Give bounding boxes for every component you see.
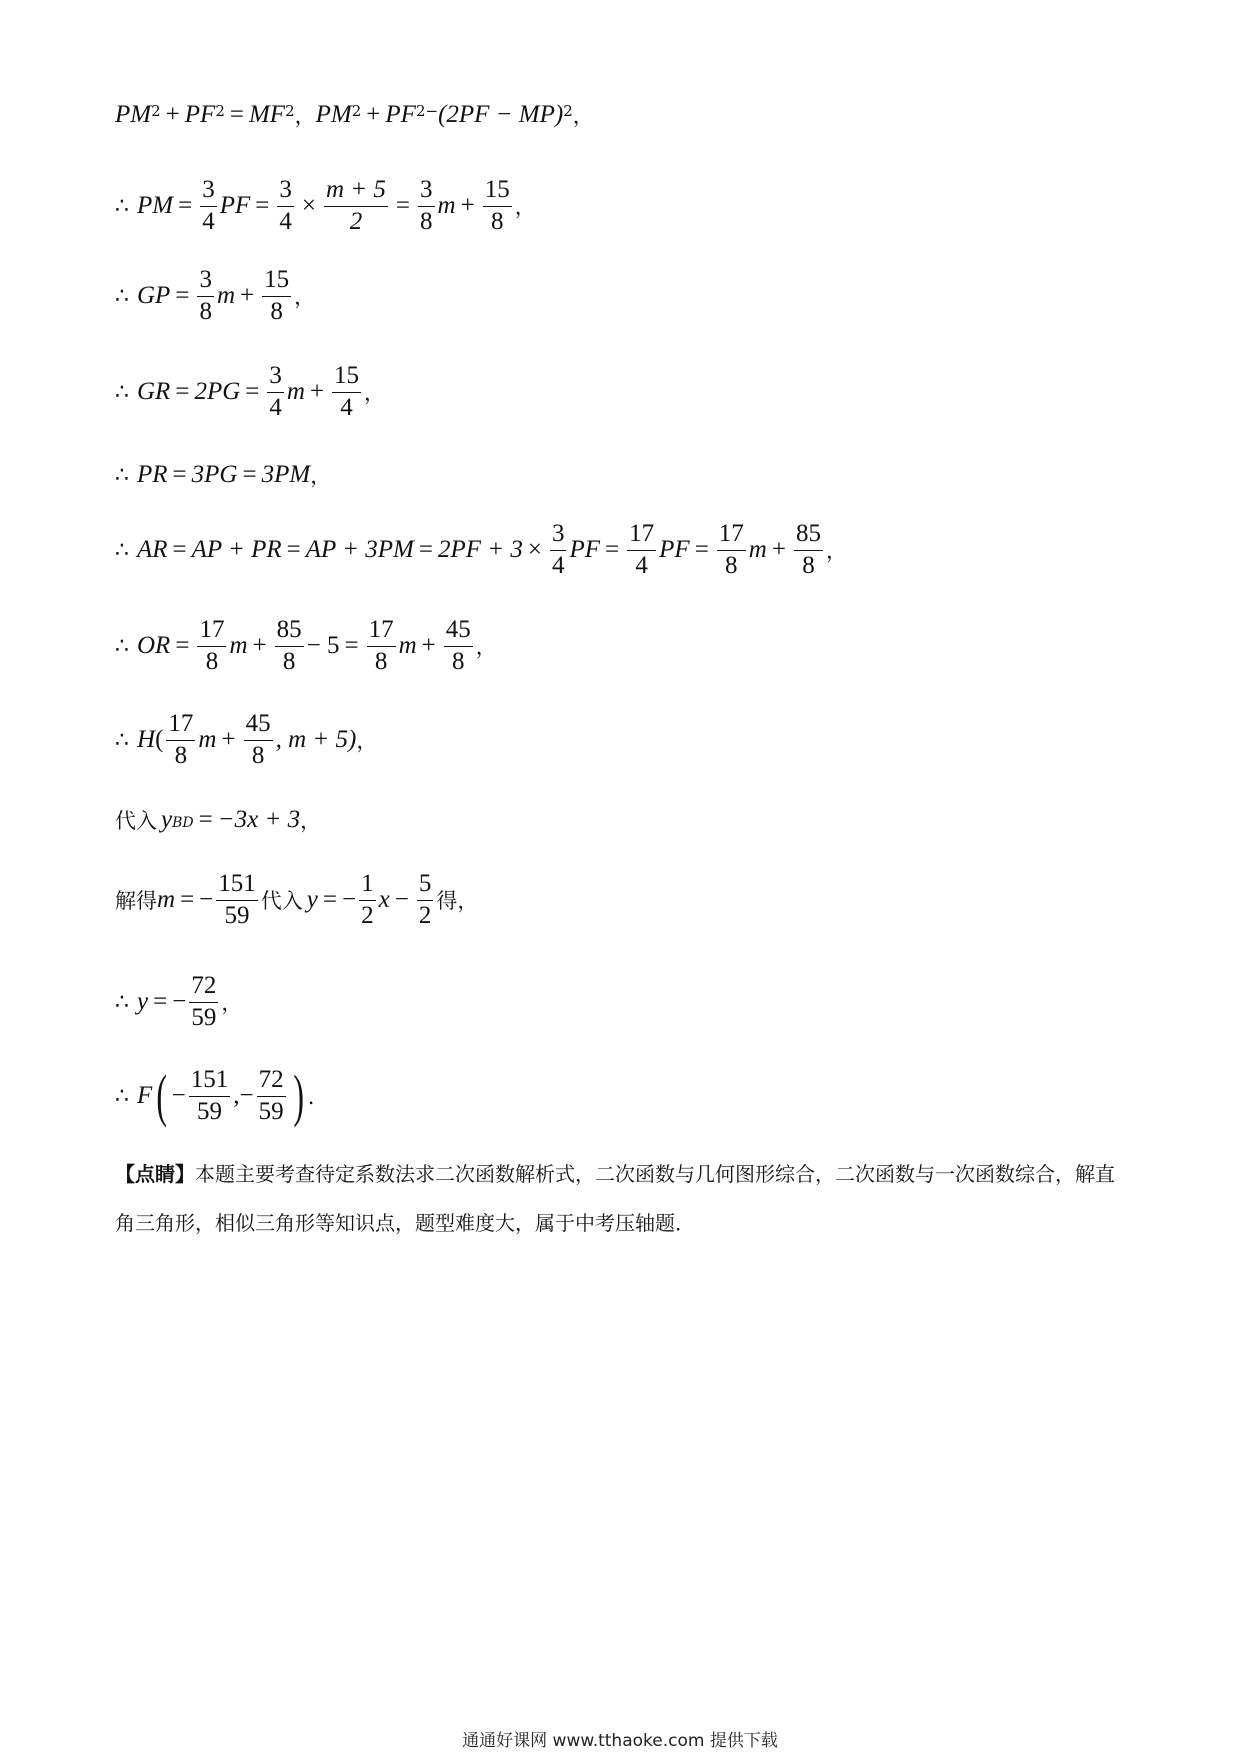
term: GR	[137, 378, 171, 406]
fraction	[244, 710, 273, 771]
therefore-symbol: ∴	[115, 462, 129, 488]
term: m	[157, 886, 176, 914]
term: MF	[248, 101, 286, 128]
term: m	[398, 632, 417, 660]
therefore-symbol: ∴	[115, 379, 129, 405]
term: AP + PR	[191, 536, 282, 564]
term: PM	[137, 192, 174, 220]
denominator: 8	[374, 647, 388, 675]
paren: (	[155, 726, 164, 754]
equation-line-11	[115, 972, 242, 1033]
operator: −	[342, 886, 357, 914]
text: 得，	[436, 889, 479, 914]
operator: =	[694, 536, 709, 564]
term: y	[306, 886, 318, 914]
term: PF	[659, 536, 690, 564]
operator: +	[460, 192, 475, 220]
term: m	[748, 536, 767, 564]
therefore-symbol: ∴	[115, 633, 129, 659]
equation-line-2	[115, 176, 536, 237]
exponent: 2	[151, 102, 161, 120]
equation-line-3	[115, 266, 315, 327]
denominator: 4	[635, 551, 648, 579]
denominator: 2	[418, 901, 432, 929]
therefore-symbol: ∴	[115, 1083, 129, 1109]
fraction	[267, 362, 284, 423]
term: H	[137, 726, 156, 754]
fraction	[257, 1066, 286, 1127]
operator: =	[175, 632, 190, 660]
text: 代入	[260, 889, 303, 914]
operator: −	[172, 988, 187, 1016]
fraction	[627, 520, 656, 581]
text: 解得	[115, 889, 157, 914]
remark-text: 本题主要考查待定系数法求二次函数解析式，二次函数与几何图形综合，二次函数与一次函数综合，解直角三角形，相似三角形等知识点，题型难度大，属于中考压轴题．	[115, 1162, 1115, 1235]
numerator: 3	[197, 266, 214, 297]
operator: =	[605, 536, 620, 564]
term: GP	[137, 282, 171, 310]
denominator: 4	[340, 393, 353, 421]
term: m	[216, 282, 235, 310]
term: 3PM	[261, 461, 311, 488]
numerator: 17	[197, 616, 226, 647]
exponent: 2	[563, 102, 573, 120]
numerator: 72	[189, 972, 218, 1003]
operator: −	[394, 886, 409, 914]
remark-paragraph	[115, 1150, 1115, 1248]
term: PM	[115, 101, 152, 128]
operator: =	[255, 192, 270, 220]
numerator: 151	[216, 870, 258, 901]
numerator: 3	[418, 176, 435, 207]
punctuation: ，	[825, 539, 847, 564]
term: (2PF − MP)	[438, 101, 564, 128]
denominator: 8	[802, 551, 815, 579]
term: x	[378, 886, 390, 914]
numerator: 72	[257, 1066, 286, 1097]
operator: −	[199, 886, 214, 914]
term: PR	[137, 461, 168, 488]
equation-line-1	[115, 100, 594, 130]
denominator: 2	[349, 207, 363, 235]
operator: =	[242, 461, 257, 488]
fraction	[332, 362, 361, 423]
denominator: 8	[174, 741, 188, 769]
term: OR	[137, 632, 171, 660]
term: m	[286, 378, 305, 406]
operator: =	[344, 632, 359, 660]
numerator: 3	[550, 520, 567, 551]
exponent: 2	[215, 102, 225, 120]
denominator: 8	[420, 207, 433, 235]
numerator: m + 5	[324, 176, 388, 207]
term: 3PG	[191, 461, 238, 488]
fraction	[197, 616, 226, 677]
numerator: 15	[262, 266, 291, 297]
text: 代入	[115, 809, 157, 833]
punctuation: ，	[221, 991, 243, 1016]
fraction	[717, 520, 746, 581]
subscript: BD	[172, 815, 194, 831]
exponent: 2	[285, 102, 295, 120]
denominator: 59	[224, 901, 250, 929]
fraction	[197, 266, 214, 327]
term: 2PF + 3	[437, 536, 523, 564]
operator: =	[153, 988, 168, 1016]
numerator: 15	[332, 362, 361, 393]
term: 2PG	[194, 378, 241, 406]
operator: +	[366, 101, 381, 128]
fraction	[262, 266, 291, 327]
term: m	[437, 192, 456, 220]
term: PF	[385, 101, 416, 128]
fraction	[550, 520, 567, 581]
operator: +	[771, 536, 786, 564]
operator: +	[240, 282, 255, 310]
denominator: 8	[199, 297, 212, 325]
denominator: 4	[279, 207, 292, 235]
punctuation: ，	[514, 195, 536, 220]
right-paren: )	[292, 1063, 304, 1129]
punctuation: ，	[294, 285, 316, 310]
punctuation: ．	[307, 1085, 329, 1110]
numerator: 17	[627, 520, 656, 551]
therefore-symbol: ∴	[115, 283, 129, 309]
separator: ，	[294, 104, 316, 128]
operator: =	[418, 536, 433, 564]
therefore-symbol: ∴	[115, 989, 129, 1015]
fraction	[417, 870, 434, 931]
denominator: 8	[205, 647, 219, 675]
operator: +	[252, 632, 267, 660]
page-footer: 通通好课网 www.tthaoke.com 提供下载	[462, 1731, 778, 1751]
numerator: 1	[359, 870, 376, 901]
fraction	[200, 176, 217, 237]
equation-line-5	[115, 460, 331, 490]
operator: =	[172, 461, 187, 488]
operator: +	[309, 378, 325, 406]
term: AR	[137, 536, 168, 564]
numerator: 5	[417, 870, 434, 901]
fraction	[277, 176, 294, 237]
numerator: 15	[483, 176, 512, 207]
fraction	[216, 870, 258, 931]
operator: =	[175, 282, 190, 310]
exponent: 2	[415, 102, 426, 120]
fraction	[166, 710, 195, 771]
denominator: 4	[202, 207, 215, 235]
therefore-symbol: ∴	[115, 193, 129, 219]
equation-line-7	[115, 616, 497, 677]
denominator: 8	[490, 207, 504, 235]
denominator: 4	[269, 393, 282, 421]
numerator: 3	[200, 176, 217, 207]
equation-line-4	[115, 362, 385, 423]
therefore-symbol: ∴	[115, 537, 129, 563]
operator: =	[178, 192, 193, 220]
numerator: 151	[189, 1066, 231, 1097]
operator: +	[221, 726, 236, 754]
fraction	[444, 616, 473, 677]
operator: =	[322, 886, 337, 914]
term: , m + 5)	[275, 726, 357, 754]
operator: =	[180, 886, 195, 914]
numerator: 3	[267, 362, 284, 393]
equation-line-10	[115, 870, 478, 931]
numerator: 45	[244, 710, 273, 741]
term: y	[137, 988, 149, 1016]
term: PF	[184, 101, 216, 128]
term: − 5	[306, 632, 340, 660]
denominator: 59	[191, 1003, 217, 1031]
term: −3x + 3	[217, 806, 301, 833]
operator: +	[421, 632, 436, 660]
operator: −	[239, 1082, 254, 1110]
therefore-symbol: ∴	[115, 727, 129, 753]
left-paren: (	[156, 1063, 168, 1129]
operator: −	[171, 1082, 186, 1110]
operator: ×	[527, 536, 542, 564]
numerator: 3	[277, 176, 294, 207]
term: y	[161, 806, 173, 833]
denominator: 2	[361, 901, 374, 929]
numerator: 17	[166, 710, 195, 741]
operator: =	[229, 101, 244, 128]
equation-line-12	[115, 1063, 329, 1129]
denominator: 8	[282, 647, 296, 675]
term: PF	[219, 192, 251, 220]
term: PF	[569, 536, 601, 564]
operator: =	[395, 192, 411, 220]
term: m	[229, 632, 248, 660]
comma: ,	[233, 1082, 240, 1110]
operator: =	[175, 378, 190, 406]
term: F	[137, 1082, 153, 1110]
fraction	[794, 520, 823, 581]
term: m	[198, 726, 217, 754]
fraction	[359, 870, 376, 931]
term: AP + 3PM	[305, 536, 414, 564]
fraction	[483, 176, 512, 237]
fraction	[189, 1066, 231, 1127]
denominator: 4	[551, 551, 565, 579]
numerator: 85	[275, 616, 304, 647]
operator: =	[198, 806, 213, 833]
denominator: 8	[251, 741, 265, 769]
exponent: 2	[351, 102, 362, 120]
equation-line-9	[115, 805, 321, 835]
operator: +	[165, 101, 180, 128]
fraction	[418, 176, 435, 237]
fraction	[275, 616, 304, 677]
punctuation: ，	[475, 635, 497, 660]
denominator: 59	[196, 1097, 222, 1125]
operator: =	[245, 378, 260, 406]
punctuation: ，	[300, 809, 322, 833]
numerator: 17	[367, 616, 396, 647]
fraction	[367, 616, 396, 677]
punctuation: ，	[364, 381, 386, 406]
numerator: 45	[444, 616, 473, 647]
remark-tag: 【点睛】	[115, 1162, 195, 1186]
denominator: 8	[452, 647, 465, 675]
punctuation: ，	[356, 729, 378, 754]
numerator: 85	[794, 520, 823, 551]
punctuation: ，	[572, 104, 594, 128]
punctuation: ，	[310, 464, 332, 488]
equation-line-6	[115, 520, 847, 581]
denominator: 8	[725, 551, 738, 579]
fraction	[324, 176, 388, 237]
exponent-sign: −	[425, 102, 439, 120]
equation-line-8	[115, 710, 377, 771]
denominator: 59	[258, 1097, 284, 1125]
term: PM	[315, 101, 352, 128]
operator: ×	[301, 192, 316, 220]
operator: =	[172, 536, 187, 564]
operator: =	[286, 536, 301, 564]
denominator: 8	[270, 297, 283, 325]
fraction	[189, 972, 218, 1033]
numerator: 17	[717, 520, 746, 551]
